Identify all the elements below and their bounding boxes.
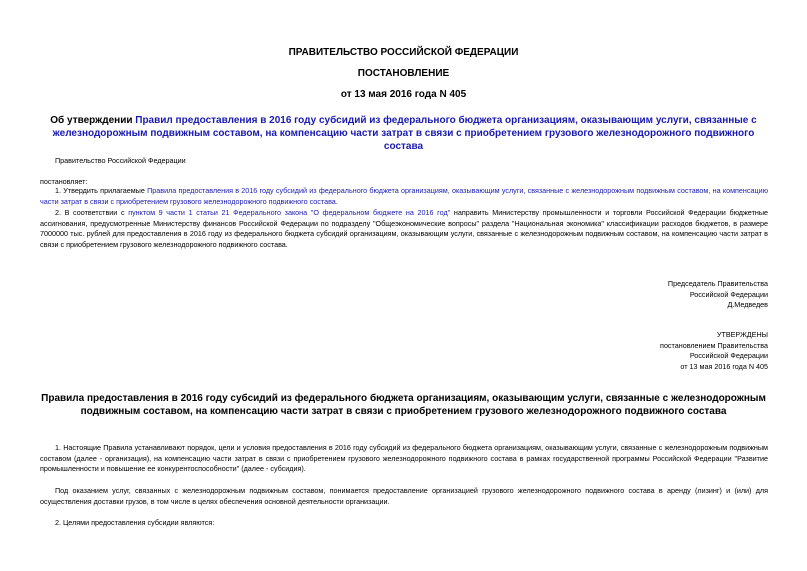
title-prefix: Об утверждении xyxy=(50,115,136,126)
approval-line-3: Российской Федерации xyxy=(689,351,768,360)
approval-line-2: постановлением Правительства xyxy=(660,340,768,350)
item1-suffix: . xyxy=(335,196,338,206)
approval-stamp xyxy=(660,330,768,372)
title-rules-link[interactable]: Правил предоставления в 2016 году субсидий из федерального бюджета организациям, оказывающим услуги, связанные с железнодорожным подвижным составом, на компенсацию части затрат в связи с приобретением грузового железнодорожного подвижного состава xyxy=(52,115,757,152)
signature-country: Российской Федерации xyxy=(689,289,768,299)
item2-prefix: 2. В соответствии с xyxy=(55,208,129,217)
approval-date: от 13 мая 2016 года N 405 xyxy=(680,361,768,371)
signature-name: Д.Медведев xyxy=(727,300,768,309)
item1-rules-link[interactable]: Правила предоставления в 2016 году субсидий из федерального бюджета организациям, оказывающим услуги, связанные с железнодорожным подвижным составом, на компенсацию части затрат в связи с приобретением грузового железнодорожного подвижного состава xyxy=(40,186,768,206)
resolution-item-1 xyxy=(40,186,768,207)
document-title xyxy=(40,114,767,153)
body-government: Правительство Российской Федерации xyxy=(55,156,186,165)
signature-position: Председатель Правительства xyxy=(667,279,768,288)
rules-paragraph-2: Под оказанием услуг, связанных с железнодорожным подвижным составом, понимается предоставление организацией грузового железнодорожного подвижного состава в аренду (лизинг) и (или) для осуществления доставки грузов, в том числе в целях обеспечения основной деятельности организации. xyxy=(40,486,768,506)
document-type-heading: ПОСТАНОВЛЕНИЕ xyxy=(357,68,450,79)
rules-paragraph-1: 1. Настоящие Правила устанавливают порядок, цели и условия предоставления в 2016 году субсидий из федерального бюджета организациям, оказывающим услуги, связанные с железнодорожным подвижным составом (далее - организация), на компенсацию части затрат в связи с приобретением грузового железнодорожного подвижного состава в рамках государственной программы Российской Федерации "Развитие промышленности и повышение ее конкурентоспособности" (далее - субсидия). xyxy=(40,443,768,473)
rules-paragraph-3: 2. Целями предоставления субсидии являются: xyxy=(55,518,215,527)
approval-title: УТВЕРЖДЕНЫ xyxy=(716,330,768,339)
item1-prefix: 1. Утвердить прилагаемые xyxy=(55,186,148,195)
body-resolves: постановляет: xyxy=(40,177,88,186)
signature-block xyxy=(668,279,768,311)
resolution-item-2 xyxy=(40,208,768,250)
government-heading: ПРАВИТЕЛЬСТВО РОССИЙСКОЙ ФЕДЕРАЦИИ xyxy=(288,47,519,58)
rules-title: Правила предоставления в 2016 году субсидий из федерального бюджета организациям, оказывающим услуги, связанные с железнодорожным подвижным составом, на компенсацию части затрат в связи с приобретением грузового железнодорожного подвижного состава xyxy=(41,393,766,417)
item2-suffix: направить Министерству промышленности и торговли Российской Федерации бюджетные ассигнования, предусмотренные Министерству финансов Российской Федерации по подразделу "Общеэкономические вопросы" раздела "Национальная экономика" классификации расходов бюджетов, в размере 7000000 тыс. рублей для предоставления в 2016 году из федерального бюджета субсидий организациям, оказывающим услуги, связанные с железнодорожным подвижным составом, на компенсацию части затрат в связи с приобретением грузового железнодорожного подвижного состава. xyxy=(40,208,768,249)
document-date-number: от 13 мая 2016 года N 405 xyxy=(340,89,467,100)
item2-law-link[interactable]: пунктом 9 части 1 статьи 21 Федерального закона "О федеральном бюджете на 2016 год" xyxy=(128,208,451,217)
